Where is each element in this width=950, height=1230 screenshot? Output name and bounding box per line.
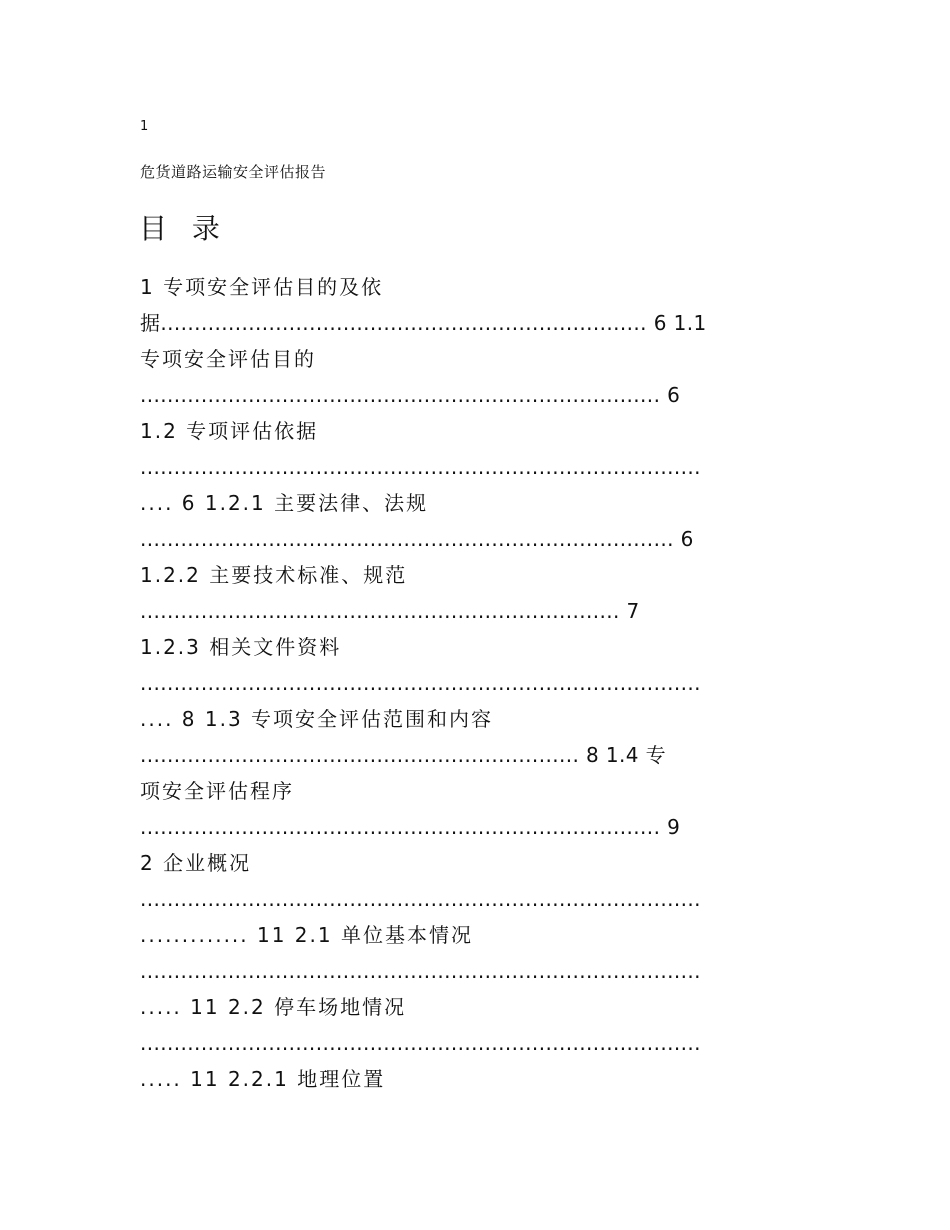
toc-line: ............................................................................. 6 [140, 383, 681, 407]
toc-line: ................................................................................... [140, 455, 701, 479]
toc-line: ................................................................................... [140, 959, 701, 983]
table-of-contents [140, 269, 805, 1097]
toc-line: 据........................................................................ 6 1.1 [140, 311, 707, 335]
toc-line: 1 专项安全评估目的及依 [140, 275, 384, 299]
toc-line: 项安全评估程序 [140, 779, 294, 803]
toc-line: ................................................................................... [140, 1031, 701, 1055]
toc-line: ................................................................. 8 1.4 专 [140, 743, 667, 767]
toc-line: 1.2.2 主要技术标准、规范 [140, 563, 408, 587]
toc-line: 1.2.3 相关文件资料 [140, 635, 342, 659]
page-number: 1 [140, 119, 149, 134]
toc-heading: 目 录 [139, 212, 228, 245]
toc-line: ..... 11 2.2.1 地理位置 [140, 1067, 386, 1091]
toc-line: ..... 11 2.2 停车场地情况 [140, 995, 407, 1019]
document-title: 危货道路运输安全评估报告 [140, 163, 327, 181]
toc-line: 专项安全评估目的 [140, 347, 316, 371]
toc-line: 1.2 专项评估依据 [140, 419, 319, 443]
toc-line: 2 企业概况 [140, 851, 252, 875]
toc-line: ....................................................................... 7 [140, 599, 640, 623]
toc-line: ............................................................................... 6 [140, 527, 694, 551]
toc-line: ................................................................................... [140, 671, 701, 695]
toc-line: ............. 11 2.1 单位基本情况 [140, 923, 473, 947]
toc-line: .... 8 1.3 专项安全评估范围和内容 [140, 707, 494, 731]
toc-line: .... 6 1.2.1 主要法律、法规 [140, 491, 429, 515]
toc-line: ............................................................................. 9 [140, 815, 681, 839]
toc-line: ................................................................................... [140, 887, 701, 911]
